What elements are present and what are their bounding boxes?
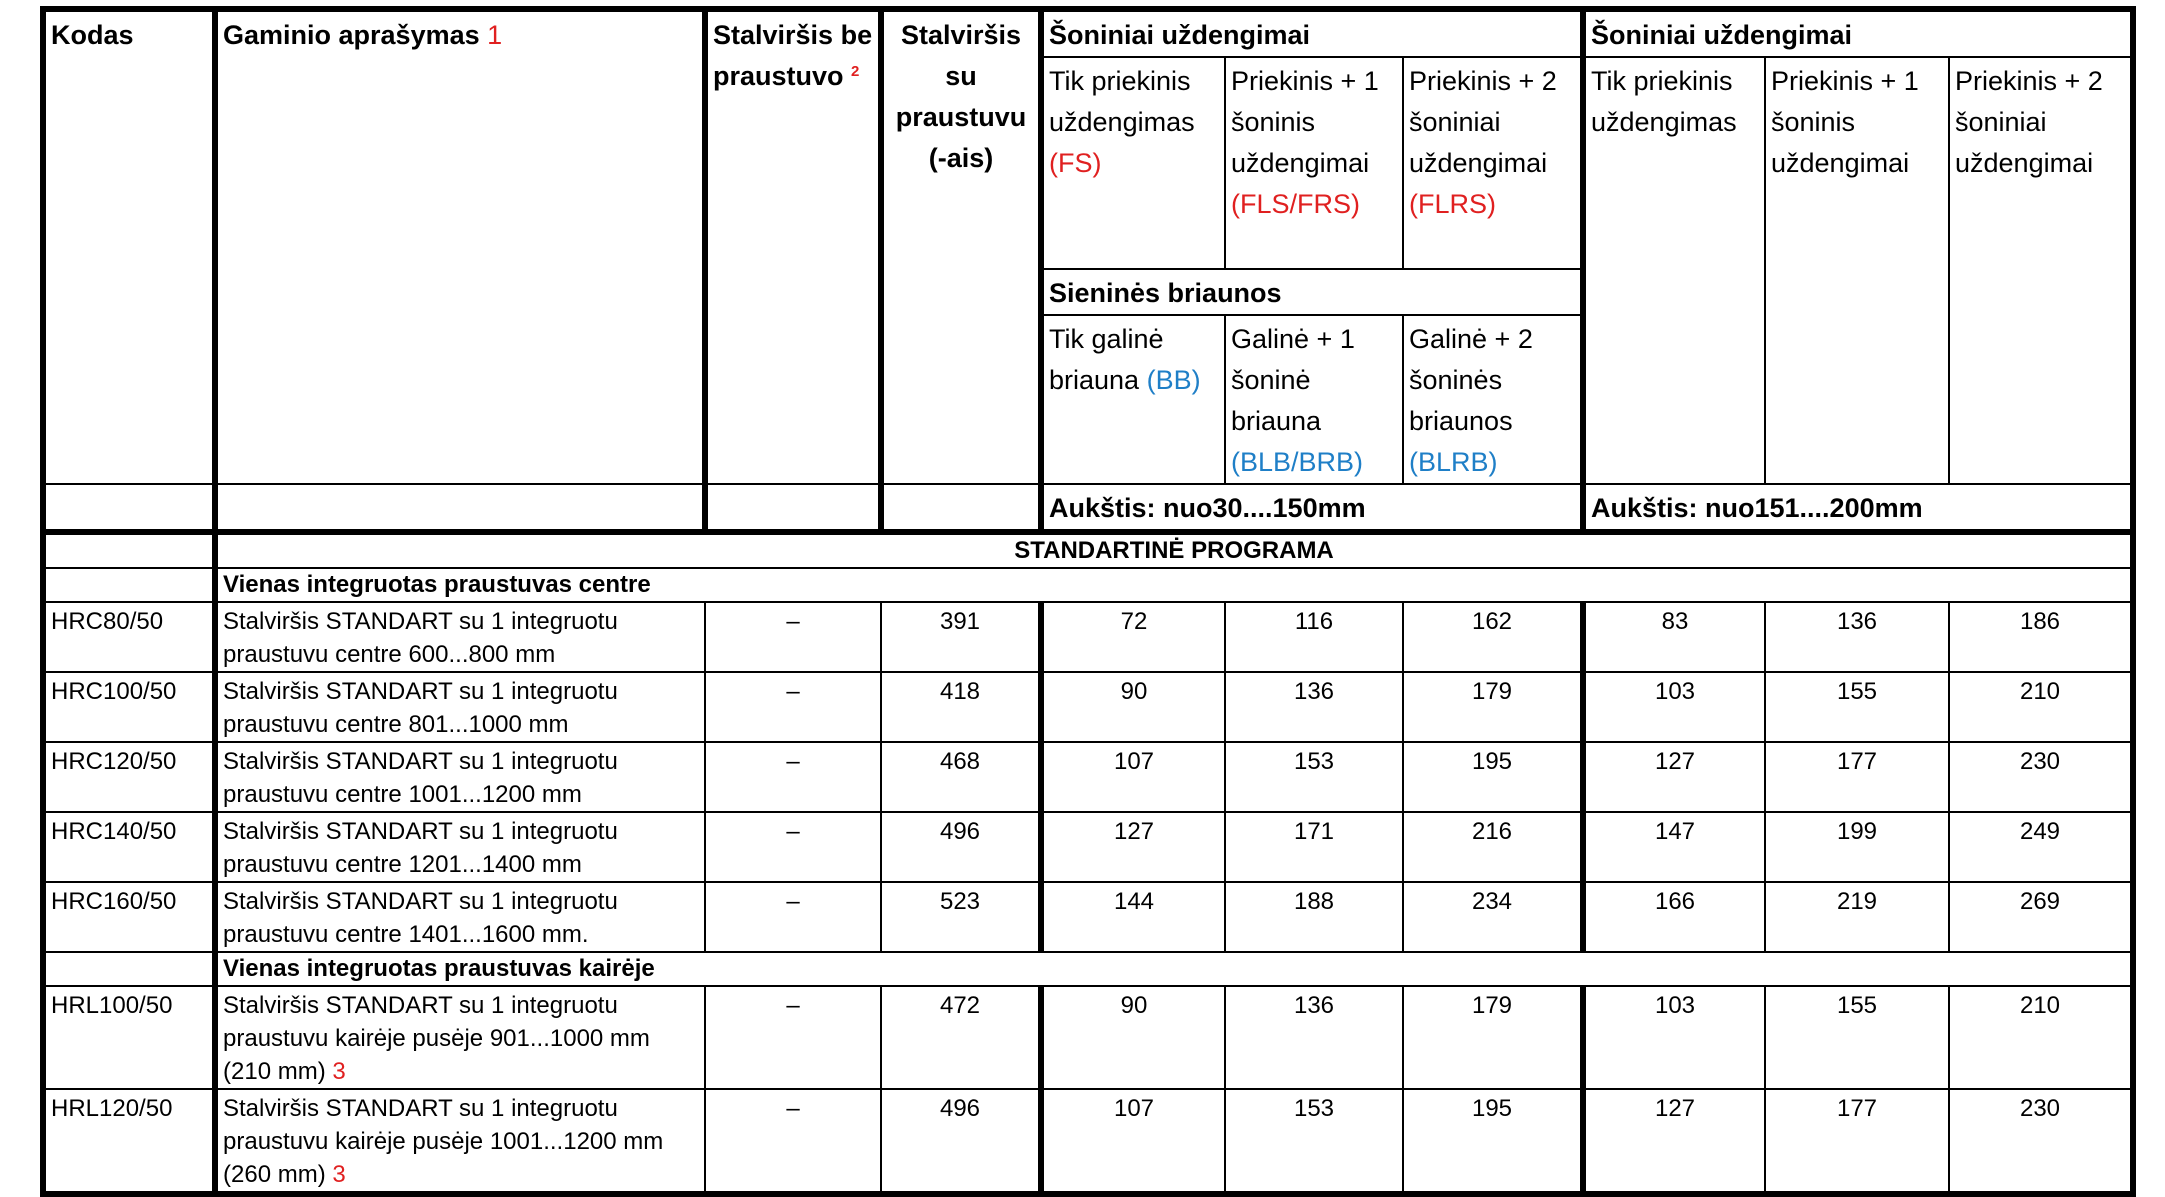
row-fs: 107 bbox=[1041, 742, 1225, 812]
section-title-left: Vienas integruotas praustuvas kairėje bbox=[215, 952, 2133, 986]
row-fls2: 155 bbox=[1765, 672, 1949, 742]
table-row bbox=[43, 812, 2133, 882]
wall-edges-title: Sieninės briaunos bbox=[1041, 269, 1583, 315]
table-row bbox=[43, 882, 2133, 952]
price-table bbox=[40, 6, 2136, 1197]
row-flrs2: 249 bbox=[1949, 812, 2133, 882]
row-flrs2: 230 bbox=[1949, 742, 2133, 812]
table-row bbox=[43, 602, 2133, 672]
header-group2: Šoniniai uždengimai bbox=[1583, 9, 2133, 57]
row-fs2: 103 bbox=[1583, 986, 1765, 1089]
row-code: HRC140/50 bbox=[43, 812, 215, 882]
row-fls: 188 bbox=[1225, 882, 1403, 952]
row-flrs2: 269 bbox=[1949, 882, 2133, 952]
row-desc: Stalviršis STANDART su 1 integruotu praustuvu kairėje pusėje 1001...1200 mm (260 mm) 3 bbox=[215, 1089, 705, 1194]
footnote-3: 3 bbox=[332, 1161, 346, 1188]
table-row bbox=[43, 1089, 2133, 1194]
header-be-praustuvo: Stalviršis be praustuvo $^2$ bbox=[705, 9, 881, 484]
height-range-2: Aukštis: nuo151....200mm bbox=[1583, 484, 2133, 532]
price-table-wrapper bbox=[40, 6, 2136, 1197]
row-be: – bbox=[705, 882, 881, 952]
row-fs: 144 bbox=[1041, 882, 1225, 952]
row-desc: Stalviršis STANDART su 1 integruotu praustuvu centre 801...1000 mm bbox=[215, 672, 705, 742]
row-flrs: 162 bbox=[1403, 602, 1583, 672]
table-row bbox=[43, 986, 2133, 1089]
row-fs2: 103 bbox=[1583, 672, 1765, 742]
row-code: HRC120/50 bbox=[43, 742, 215, 812]
row-be: – bbox=[705, 1089, 881, 1194]
row-flrs: 216 bbox=[1403, 812, 1583, 882]
row-be: – bbox=[705, 742, 881, 812]
row-fs2: 127 bbox=[1583, 742, 1765, 812]
height-range-1: Aukštis: nuo30....150mm bbox=[1041, 484, 1583, 532]
program-title: STANDARTINĖ PROGRAMA bbox=[215, 532, 2133, 568]
row-su: 418 bbox=[881, 672, 1041, 742]
cover-col-fs: Tik priekinis uždengimas (FS) bbox=[1041, 57, 1225, 269]
row-be: – bbox=[705, 672, 881, 742]
row-fls2: 136 bbox=[1765, 602, 1949, 672]
row-fs: 107 bbox=[1041, 1089, 1225, 1194]
row-flrs: 195 bbox=[1403, 742, 1583, 812]
row-fls: 116 bbox=[1225, 602, 1403, 672]
cover2-col-front: Tik priekinis uždengimas bbox=[1583, 57, 1765, 484]
footnote-2: 2 bbox=[851, 63, 860, 80]
row-fls2: 219 bbox=[1765, 882, 1949, 952]
row-su: 391 bbox=[881, 602, 1041, 672]
header-kodas: Kodas bbox=[43, 9, 215, 484]
header-aprasymas: Gaminio aprašymas 1 bbox=[215, 9, 705, 484]
row-fs: 127 bbox=[1041, 812, 1225, 882]
row-fs2: 147 bbox=[1583, 812, 1765, 882]
row-flrs: 234 bbox=[1403, 882, 1583, 952]
row-fls2: 177 bbox=[1765, 1089, 1949, 1194]
row-be: – bbox=[705, 812, 881, 882]
row-code: HRC100/50 bbox=[43, 672, 215, 742]
cover2-col-front-2side: Priekinis + 2 šoniniai uždengimai bbox=[1949, 57, 2133, 484]
row-fls: 153 bbox=[1225, 1089, 1403, 1194]
row-fls: 136 bbox=[1225, 672, 1403, 742]
row-su: 472 bbox=[881, 986, 1041, 1089]
section-title-centre: Vienas integruotas praustuvas centre bbox=[215, 568, 2133, 602]
row-su: 496 bbox=[881, 812, 1041, 882]
table-row bbox=[43, 742, 2133, 812]
row-code: HRC160/50 bbox=[43, 882, 215, 952]
row-flrs2: 186 bbox=[1949, 602, 2133, 672]
row-be: – bbox=[705, 986, 881, 1089]
row-code: HRL120/50 bbox=[43, 1089, 215, 1194]
header-su-praustuvu: Stalviršis su praustuvu (-ais) bbox=[881, 9, 1041, 484]
header-group1: Šoniniai uždengimai bbox=[1041, 9, 1583, 57]
row-fls: 171 bbox=[1225, 812, 1403, 882]
row-flrs2: 230 bbox=[1949, 1089, 2133, 1194]
row-desc: Stalviršis STANDART su 1 integruotu praustuvu centre 600...800 mm bbox=[215, 602, 705, 672]
row-su: 496 bbox=[881, 1089, 1041, 1194]
footnote-1: 1 bbox=[487, 20, 503, 50]
footnote-3: 3 bbox=[332, 1058, 346, 1085]
row-flrs2: 210 bbox=[1949, 672, 2133, 742]
row-fls: 136 bbox=[1225, 986, 1403, 1089]
row-fs: 90 bbox=[1041, 672, 1225, 742]
row-fls2: 155 bbox=[1765, 986, 1949, 1089]
row-fs: 72 bbox=[1041, 602, 1225, 672]
row-desc: Stalviršis STANDART su 1 integruotu praustuvu kairėje pusėje 901...1000 mm (210 mm) 3 bbox=[215, 986, 705, 1089]
row-code: HRC80/50 bbox=[43, 602, 215, 672]
row-flrs2: 210 bbox=[1949, 986, 2133, 1089]
row-be: – bbox=[705, 602, 881, 672]
table-row bbox=[43, 672, 2133, 742]
row-fs2: 127 bbox=[1583, 1089, 1765, 1194]
row-flrs: 179 bbox=[1403, 986, 1583, 1089]
wall-col-bb: Tik galinė briauna (BB) bbox=[1041, 315, 1225, 484]
wall-col-blb-brb: Galinė + 1 šoninė briauna (BLB/BRB) bbox=[1225, 315, 1403, 484]
row-su: 468 bbox=[881, 742, 1041, 812]
row-fls2: 199 bbox=[1765, 812, 1949, 882]
row-desc: Stalviršis STANDART su 1 integruotu praustuvu centre 1201...1400 mm bbox=[215, 812, 705, 882]
row-flrs: 179 bbox=[1403, 672, 1583, 742]
row-desc: Stalviršis STANDART su 1 integruotu praustuvu centre 1401...1600 mm. bbox=[215, 882, 705, 952]
row-fs: 90 bbox=[1041, 986, 1225, 1089]
cover2-col-front-1side: Priekinis + 1 šoninis uždengimai bbox=[1765, 57, 1949, 484]
cover-col-fls-frs: Priekinis + 1 šoninis uždengimai (FLS/FRS) bbox=[1225, 57, 1403, 269]
row-fs2: 166 bbox=[1583, 882, 1765, 952]
row-su: 523 bbox=[881, 882, 1041, 952]
wall-col-blrb: Galinė + 2 šoninės briaunos (BLRB) bbox=[1403, 315, 1583, 484]
row-fs2: 83 bbox=[1583, 602, 1765, 672]
row-flrs: 195 bbox=[1403, 1089, 1583, 1194]
row-desc: Stalviršis STANDART su 1 integruotu praustuvu centre 1001...1200 mm bbox=[215, 742, 705, 812]
cover-col-flrs: Priekinis + 2 šoniniai uždengimai (FLRS) bbox=[1403, 57, 1583, 269]
row-fls: 153 bbox=[1225, 742, 1403, 812]
row-code: HRL100/50 bbox=[43, 986, 215, 1089]
row-fls2: 177 bbox=[1765, 742, 1949, 812]
